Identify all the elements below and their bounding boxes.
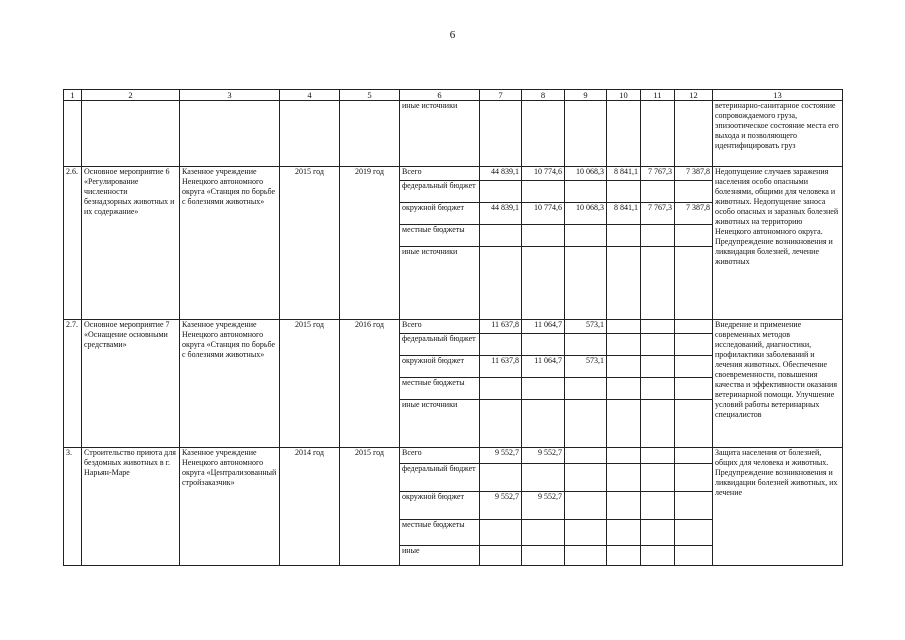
end-year: 2015 год — [340, 448, 400, 566]
start-year: 2014 год — [280, 448, 340, 566]
start-year: 2015 год — [280, 167, 340, 320]
col-header: 11 — [641, 90, 675, 101]
col-header: 5 — [340, 90, 400, 101]
funding-source: иные — [400, 546, 480, 566]
row-number: 3. — [64, 448, 82, 566]
amount-total: 9 552,7 — [480, 492, 522, 520]
amount: 573,1 — [565, 356, 607, 378]
amount: 10 068,3 — [565, 167, 607, 181]
activity-name: Строительство приюта для бездомных животных в г. Нарьян-Маре — [82, 448, 180, 566]
executor: Казенное учреждение Ненецкого автономного округа «Централизованный стройзаказчик» — [180, 448, 280, 566]
col-header: 12 — [675, 90, 713, 101]
funding-source: иные источники — [400, 400, 480, 448]
amount: 11 064,7 — [522, 320, 565, 334]
expected-result: Недопущение случаев заражения населения особо опасными болезнями, общими для человека и животных. Недопущение заноса особо опасных и заразных болезней животных на территорию Ненецкого автономного округа. Предупреждение возникновения и ликвидация болезней, лечение животных — [713, 167, 843, 320]
amount: 10 774,6 — [522, 203, 565, 225]
col-header: 6 — [400, 90, 480, 101]
funding-source: местные бюджеты — [400, 378, 480, 400]
expected-result: Защита населения от болезней, общих для человека и животных. Предупреждение возникновения и ликвидации болезней животных, их лечение — [713, 448, 843, 566]
col-header: 9 — [565, 90, 607, 101]
amount: 9 552,7 — [522, 492, 565, 520]
expected-result: ветеринарно-санитарное состояние сопровождаемого груза, эпизоотическое состояние места его выхода и позволяющего идентифицировать груз — [713, 101, 843, 167]
expected-result: Внедрение и применение современных методов исследований, диагностики, профилактики заболеваний и лечения животных. Обеспечение своевременности, повышения качества и эффективности оказания ветеринарной помощи. Улучшение условий работы ветеринарных специалистов — [713, 320, 843, 448]
table-row — [64, 167, 843, 181]
amount: 7 767,3 — [641, 203, 675, 225]
amount: 10 774,6 — [522, 167, 565, 181]
amount: 8 841,1 — [607, 167, 641, 181]
amount: 10 068,3 — [565, 203, 607, 225]
end-year: 2019 год — [340, 167, 400, 320]
end-year: 2016 год — [340, 320, 400, 448]
funding-source: иные источники — [400, 247, 480, 320]
funding-source: федеральный бюджет — [400, 181, 480, 203]
program-table — [63, 89, 843, 566]
funding-source: Всего — [400, 167, 480, 181]
activity-name: Основное мероприятие 7 «Оснащение основными средствами» — [82, 320, 180, 448]
amount: 7 387,8 — [675, 167, 713, 181]
col-header: 4 — [280, 90, 340, 101]
amount: 8 841,1 — [607, 203, 641, 225]
col-header: 8 — [522, 90, 565, 101]
row-number: 2.7. — [64, 320, 82, 448]
funding-source: местные бюджеты — [400, 520, 480, 546]
funding-source: федеральный бюджет — [400, 464, 480, 492]
table-row — [64, 320, 843, 334]
col-header: 3 — [180, 90, 280, 101]
activity-name: Основное мероприятие 6 «Регулирование численности безнадзорных животных и их содержание» — [82, 167, 180, 320]
funding-source: федеральный бюджет — [400, 334, 480, 356]
amount-total: 44 839,1 — [480, 167, 522, 181]
start-year: 2015 год — [280, 320, 340, 448]
amount-total: 11 637,8 — [480, 320, 522, 334]
amount-total: 11 637,8 — [480, 356, 522, 378]
amount: 573,1 — [565, 320, 607, 334]
table-row — [64, 101, 843, 167]
row-number: 2.6. — [64, 167, 82, 320]
funding-source: окружной бюджет — [400, 203, 480, 225]
amount: 9 552,7 — [522, 448, 565, 464]
col-header: 2 — [82, 90, 180, 101]
funding-source: окружной бюджет — [400, 356, 480, 378]
amount-total: 44 839,1 — [480, 203, 522, 225]
col-header: 10 — [607, 90, 641, 101]
amount: 11 064,7 — [522, 356, 565, 378]
table-row — [64, 448, 843, 464]
amount: 7 387,8 — [675, 203, 713, 225]
col-header: 1 — [64, 90, 82, 101]
page-number: 6 — [449, 29, 456, 41]
funding-source: местные бюджеты — [400, 225, 480, 247]
funding-source: иные источники — [400, 101, 480, 167]
col-header: 13 — [713, 90, 843, 101]
column-number-row — [64, 90, 843, 101]
amount-total: 9 552,7 — [480, 448, 522, 464]
executor: Казенное учреждение Ненецкого автономного округа «Станция по борьбе с болезнями животных» — [180, 320, 280, 448]
amount: 7 767,3 — [641, 167, 675, 181]
col-header: 7 — [480, 90, 522, 101]
funding-source: Всего — [400, 320, 480, 334]
funding-source: Всего — [400, 448, 480, 464]
executor: Казенное учреждение Ненецкого автономного округа «Станция по борьбе с болезнями животных» — [180, 167, 280, 320]
funding-source: окружной бюджет — [400, 492, 480, 520]
